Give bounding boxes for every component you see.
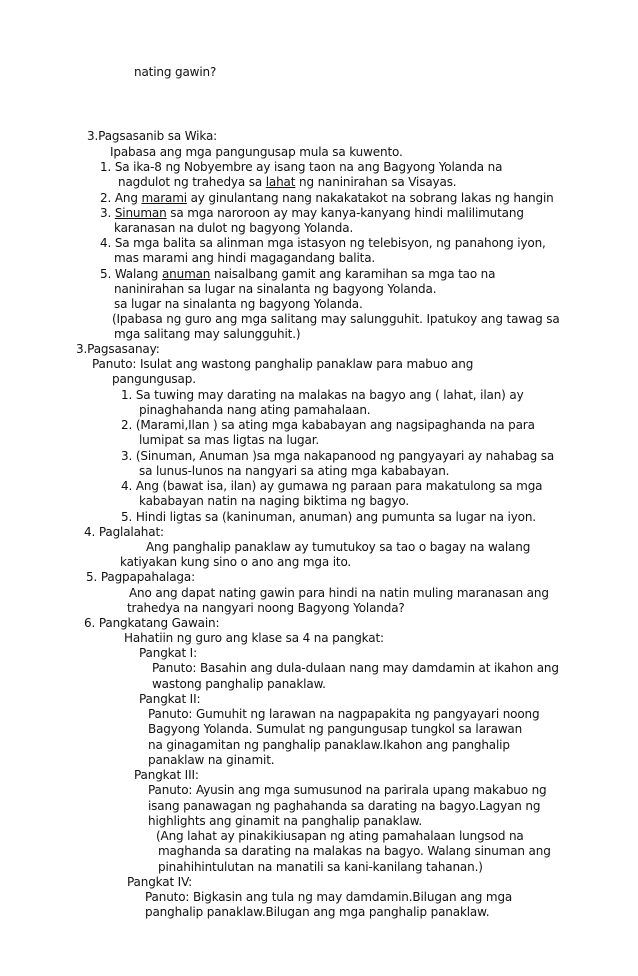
wika-sentence-4-line-2: mas marami ang hindi magagandang balita. [114, 251, 376, 265]
group-4-title: Pangkat IV: [127, 875, 193, 889]
group-3-line-5: maghanda sa darating na malakas na bagyo. Walang sinuman ang [158, 844, 551, 858]
pagpapahalaga-line-2: trahedya na nangyari noong Bagyong Yolanda? [127, 601, 405, 615]
wika-note-line-2: mga salitang may salungguhit.) [114, 327, 301, 341]
wika-sentence-5-line-1 [100, 267, 495, 282]
wika-note-line-1: (Ipabasa ng guro ang mga salitang may salungguhit. Ipatukoy ang tawag sa [112, 312, 560, 326]
pagpapahalaga-heading: 5. Pagpapahalaga: [86, 570, 195, 584]
group-1-line-2: wastong panghalip panaklaw. [152, 677, 326, 691]
wika-s1-text-b: ng naninirahan sa Visayas. [295, 175, 457, 189]
paglalahat-line-2: katiyakan kung sino o ano ang mga ito. [120, 555, 352, 569]
exercise-item-4-line-2: kababayan natin na naging biktima ng bagyo. [139, 494, 410, 508]
exercise-item-3-line-1: 3. (Sinuman, Anuman )sa mga nakapanood ng pangyayari ay nahabag sa [121, 449, 555, 463]
wika-s5-text-b: naisalbang gamit ang karamihan sa mga tao na [210, 267, 496, 281]
wika-s2-text-a: 2. Ang [100, 191, 142, 205]
group-3-line-1: Panuto: Ayusin ang mga sumusunod na parirala upang makabuo ng [148, 783, 547, 797]
group-2-line-4: panaklaw na ginamit. [148, 753, 275, 767]
group-2-line-1: Panuto: Gumuhit ng larawan na nagpapakita ng pangyayari noong [148, 707, 540, 721]
group-1-title: Pangkat I: [139, 646, 197, 660]
group-3-line-3: highlights ang ginamit na panghalip panaklaw. [148, 814, 423, 828]
intro-line: nating gawin? [134, 65, 217, 79]
underlined-word-lahat: lahat [265, 175, 296, 189]
wika-s2-text-b: ay ginulantang nang nakakatakot na sobrang lakas ng hangin [186, 191, 554, 205]
wika-sentence-5-line-3: sa lugar na sinalanta ng bagyong Yolanda. [114, 297, 363, 311]
wika-sentence-5-line-2: naninirahan sa lugar na sinalanta ng bagyong Yolanda. [114, 282, 437, 296]
underlined-word-marami: marami [141, 191, 187, 205]
underlined-word-sinuman: Sinuman [114, 206, 167, 220]
wika-sentence-3-line-1 [100, 206, 524, 221]
wika-s1-text-a: nagdulot ng trahedya sa [118, 175, 266, 189]
group-2-line-2: Bagyong Yolanda. Sumulat ng pangungusap tungkol sa larawan [148, 722, 523, 736]
gawain-heading: 6. Pangkatang Gawain: [84, 616, 220, 630]
exercise-item-3-line-2: sa lunus-lunos na nangyari sa ating mga kababayan. [139, 464, 450, 478]
pagpapahalaga-line-1: Ano ang dapat nating gawin para hindi na natin muling maranasan ang [129, 586, 549, 600]
group-3-line-4: (Ang lahat ay pinakikiusapan ng ating pamahalaan lungsod na [156, 829, 524, 843]
underlined-word-anuman: anuman [161, 267, 211, 281]
wika-instruction: Ipabasa ang mga pangungusap mula sa kuwento. [110, 145, 403, 159]
exercise-item-4-line-1: 4. Ang (bawat isa, ilan) ay gumawa ng paraan para makatulong sa mga [121, 479, 543, 493]
wika-sentence-1-line-1: 1. Sa ika-8 ng Nobyembre ay isang taon na ang Bagyong Yolanda na [100, 160, 503, 174]
pagsasanay-panuto-line-1: Panuto: Isulat ang wastong panghalip panaklaw para mabuo ang [92, 357, 474, 371]
pagsasanay-panuto-line-2: pangungusap. [112, 372, 196, 386]
group-3-title: Pangkat III: [134, 768, 199, 782]
group-2-title: Pangkat II: [139, 692, 201, 706]
wika-sentence-2 [100, 191, 554, 206]
paglalahat-heading: 4. Paglalahat: [84, 525, 164, 539]
wika-sentence-4-line-1: 4. Sa mga balita sa alinman mga istasyon ng telebisyon, ng panahong iyon, [100, 236, 546, 250]
group-3-line-6: pinahihintulutan na manatili sa kani-kanilang tahanan.) [158, 860, 483, 874]
exercise-item-2-line-2: lumipat sa mas ligtas na lugar. [139, 433, 320, 447]
exercise-item-1-line-2: pinaghahanda nang ating pamahalaan. [139, 403, 371, 417]
exercise-item-5: 5. Hindi ligtas sa (kaninuman, anuman) ang pumunta sa lugar na iyon. [121, 510, 536, 524]
group-4-line-2: panghalip panaklaw.Bilugan ang mga panghalip panaklaw. [145, 905, 490, 919]
wika-s3-text-b: sa mga naroroon ay may kanya-kanyang hindi malilimutang [166, 206, 524, 220]
wika-heading: 3.Pagsasanib sa Wika: [87, 129, 218, 143]
group-2-line-3: na ginagamitan ng panghalip panaklaw.Ikahon ang panghalip [148, 738, 510, 752]
exercise-item-1-line-1: 1. Sa tuwing may darating na malakas na bagyo ang ( lahat, ilan) ay [121, 388, 524, 402]
wika-s5-text-a: 5. Walang [100, 267, 162, 281]
exercise-item-2-line-1: 2. (Marami,Ilan ) sa ating mga kababayan ang nagsipaghanda na para [121, 418, 535, 432]
wika-sentence-1-line-2 [118, 175, 456, 190]
group-1-line-1: Panuto: Basahin ang dula-dulaan nang may damdamin at ikahon ang [152, 661, 559, 675]
pagsasanay-heading: 3.Pagsasanay: [76, 342, 160, 356]
group-4-line-1: Panuto: Bigkasin ang tula ng may damdamin.Bilugan ang mga [145, 890, 513, 904]
wika-sentence-3-line-2: karanasan na dulot ng bagyong Yolanda. [114, 221, 354, 235]
paglalahat-line-1: Ang panghalip panaklaw ay tumutukoy sa tao o bagay na walang [146, 540, 531, 554]
wika-s3-text-a: 3. [100, 206, 115, 220]
gawain-intro: Hahatiin ng guro ang klase sa 4 na pangkat: [124, 631, 384, 645]
group-3-line-2: isang panawagan ng paghahanda sa darating na bagyo.Lagyan ng [148, 799, 541, 813]
